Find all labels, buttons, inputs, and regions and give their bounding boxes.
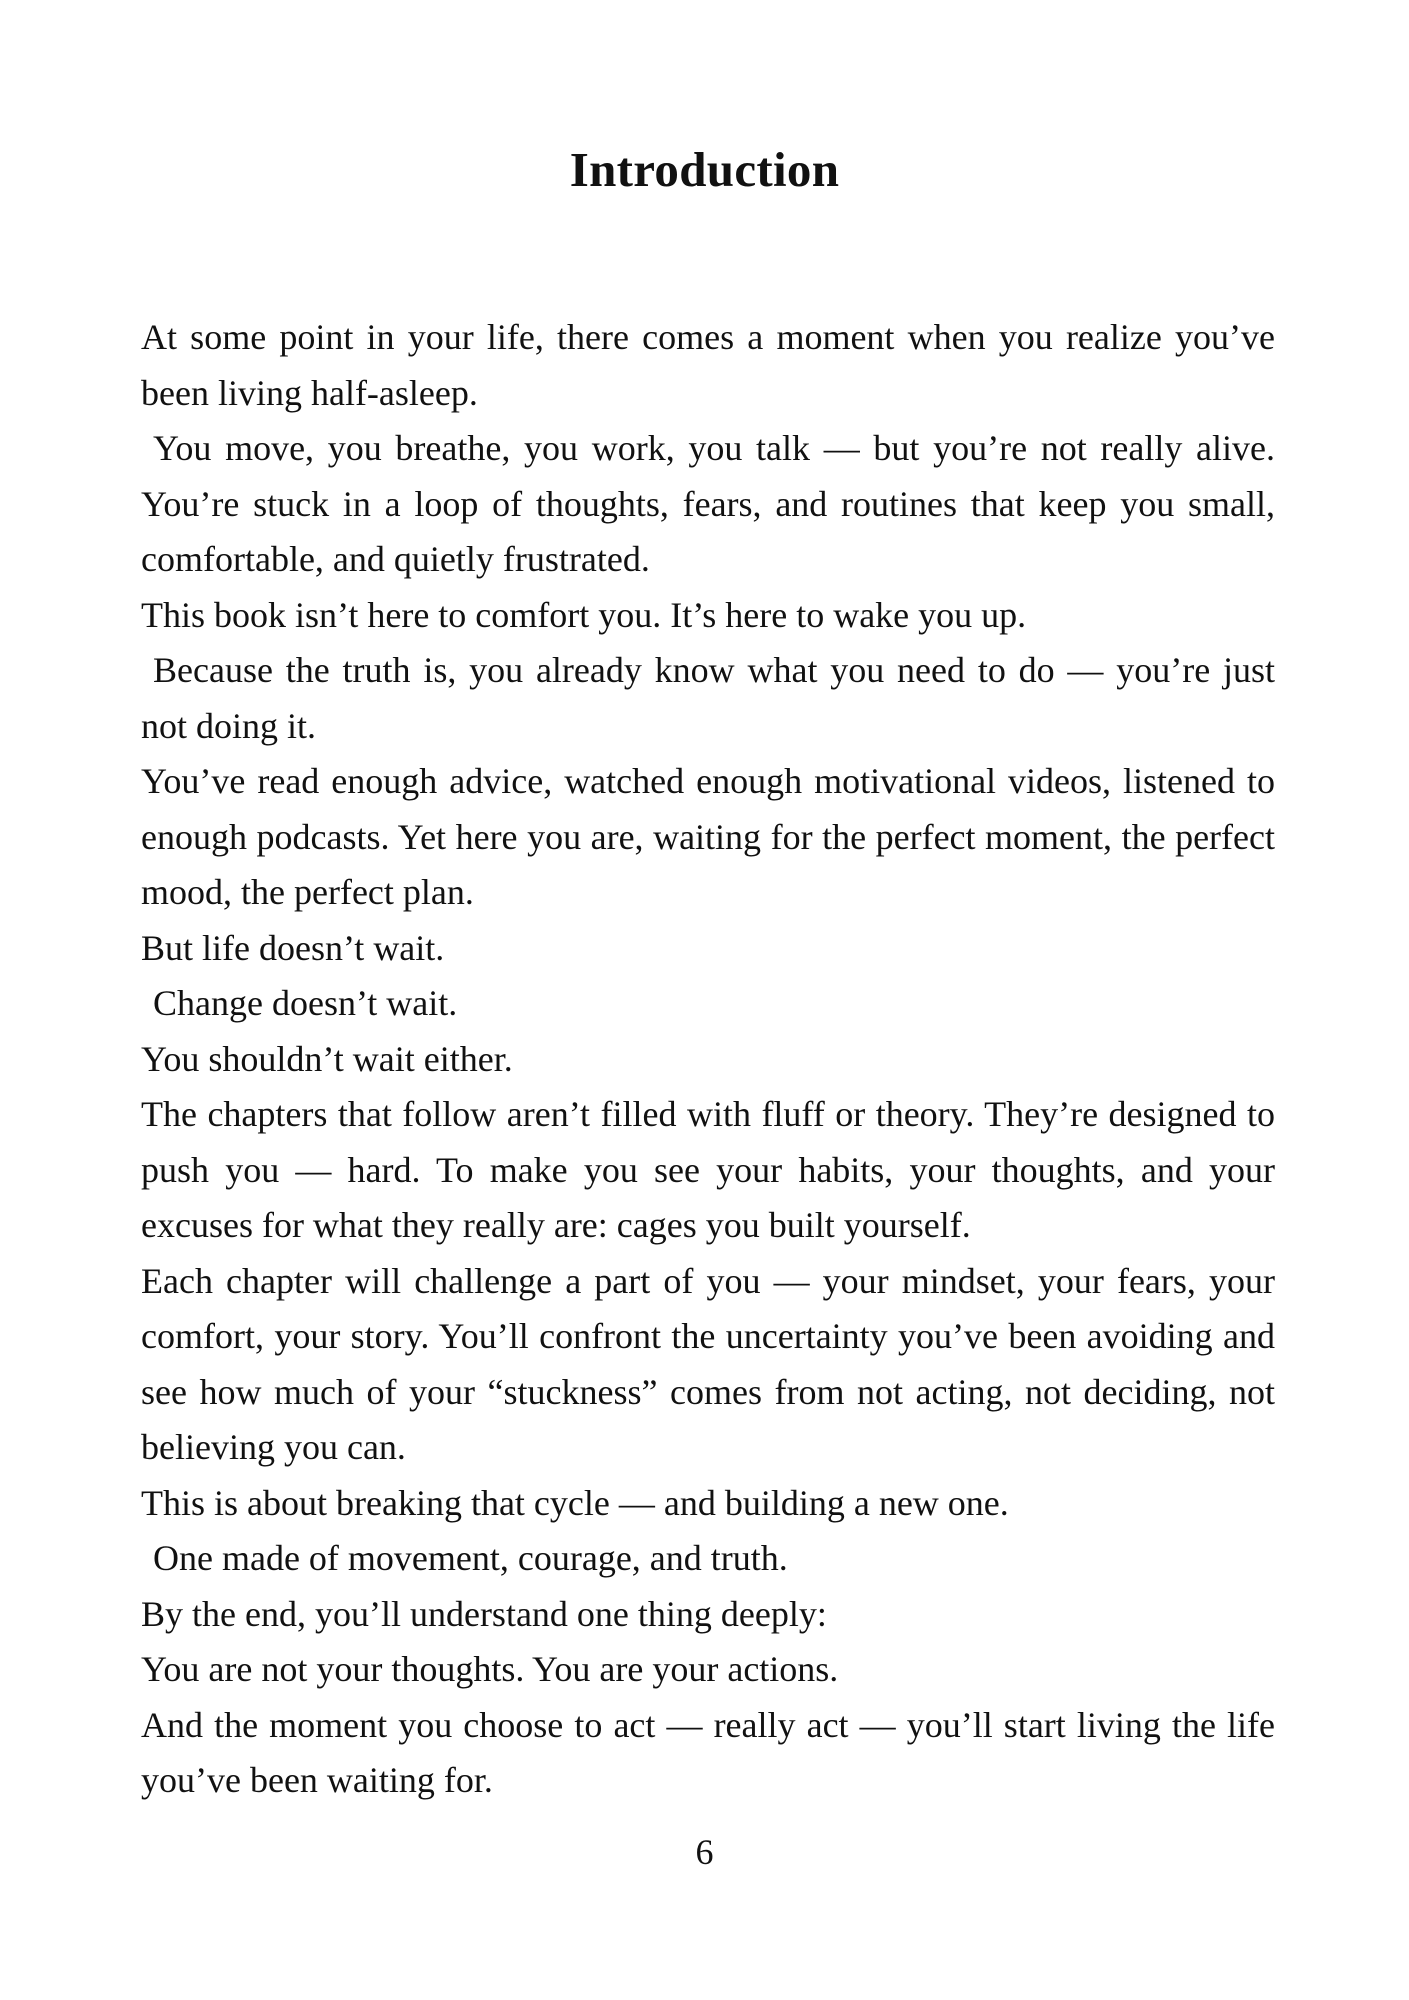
paragraph: You are not your thoughts. You are your actions.	[141, 1649, 839, 1689]
paragraph: You move, you breathe, you work, you talk — but you’re not really alive. You’re stuck in a loop of thoughts, fears, and routines that keep you small, comfortable, and quietly frustrated.	[141, 428, 1275, 579]
paragraph: One made of movement, courage, and truth.	[153, 1538, 788, 1578]
paragraph: This is about breaking that cycle — and building a new one.	[141, 1482, 1009, 1523]
paragraph: And the moment you choose to act — really act — you’ll start living the life you’ve been waiting for.	[141, 1704, 1275, 1800]
page-number: 6	[695, 1832, 714, 1872]
paragraph: By the end, you’ll understand one thing deeply:	[141, 1593, 827, 1634]
paragraph: At some point in your life, there comes a moment when you realize you’ve been living half-asleep.	[141, 317, 1275, 413]
paragraph: You’ve read enough advice, watched enough motivational videos, listened to enough podcasts. Yet here you are, waiting for the perfect moment, the perfect mood, the perfect plan.	[141, 761, 1275, 912]
paragraph: This book isn’t here to comfort you. It’s here to wake you up.	[141, 594, 1027, 635]
paragraph: Each chapter will challenge a part of you — your mindset, your fears, your comfort, your story. You’ll confront the uncertainty you’ve been avoiding and see how much of your “stuckness” comes from not acting, not deciding, not believing you can.	[141, 1260, 1275, 1467]
paragraph: You shouldn’t wait either.	[141, 1038, 513, 1079]
paragraph: The chapters that follow aren’t filled with fluff or theory. They’re designed to push you — hard. To make you see your habits, your thoughts, and your excuses for what they really are: cages you built yourself.	[141, 1094, 1275, 1245]
paragraph: Change doesn’t wait.	[153, 983, 458, 1023]
paragraph: Because the truth is, you already know what you need to do — you’re just not doing it.	[141, 650, 1275, 746]
chapter-body	[141, 310, 1275, 1809]
chapter-title: Introduction	[569, 142, 840, 197]
paragraph: But life doesn’t wait.	[141, 927, 445, 968]
